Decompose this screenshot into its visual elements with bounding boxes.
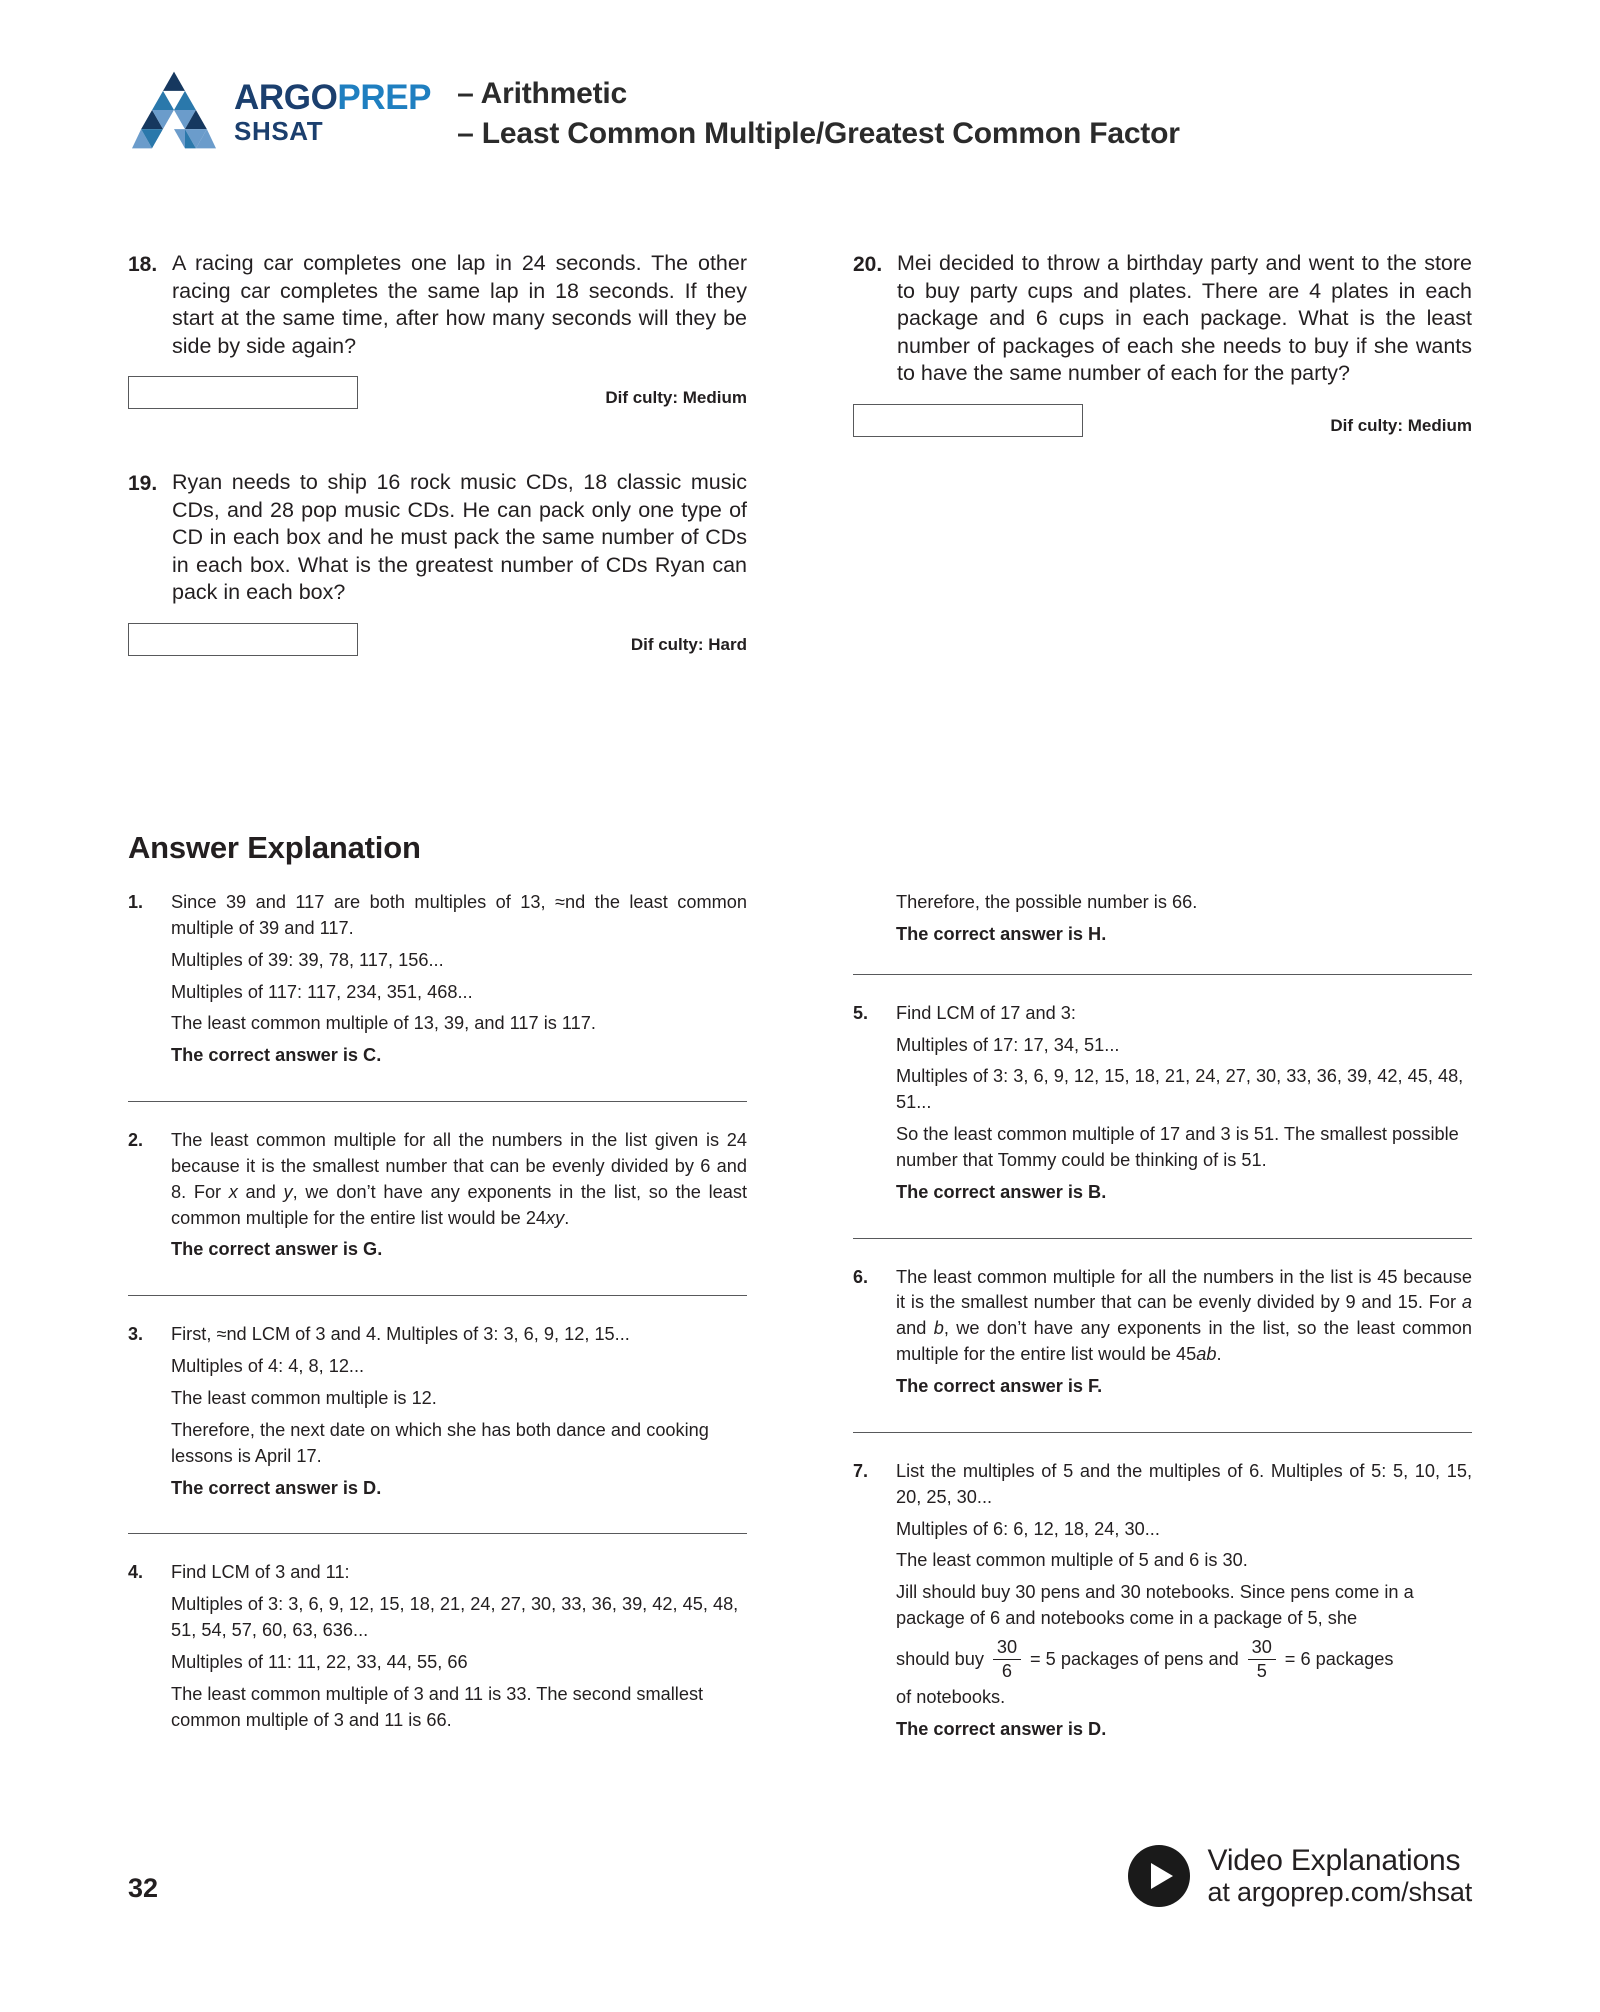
explanation-line: Multiples of 4: 4, 8, 12...: [171, 1356, 365, 1377]
question-number: 20.: [853, 253, 883, 276]
variable-a: a: [1461, 1292, 1472, 1313]
explanation-number: 1.: [128, 892, 144, 912]
difficulty-label: Dif culty: Hard: [630, 634, 747, 654]
correct-answer-line: The correct answer is F.: [896, 1375, 1103, 1396]
fraction-bar: [993, 1659, 1021, 1660]
text-part: = 5 packages of pens and: [1029, 1648, 1239, 1669]
variable-ab: ab: [1196, 1344, 1217, 1365]
question-18: [128, 250, 747, 409]
text-part: = 6 packages: [1284, 1648, 1394, 1669]
explanation-line: Multiples of 3: 3, 6, 9, 12, 15, 18, 21, 24, 27, 30, 33, 36, 39, 42, 45, 48, 51, 54, 57, 60, 63, 636...: [171, 1594, 739, 1641]
difficulty-label: Dif culty: Medium: [1330, 415, 1472, 435]
text-part: , we don’t have any exponents in the list, so the least common multiple for the entire list would be 24: [171, 1181, 747, 1228]
question-number: 18.: [128, 253, 158, 276]
explanation-7: [853, 1459, 1472, 1749]
explanation-line: The least common multiple of 3 and 11 is 33. The second smallest common multiple of 3 and 11 is 66.: [171, 1683, 704, 1730]
text-part: The least common multiple for all the numbers in the list is 45 because it is the smallest number that can be evenly divided by 9 and 15. For: [896, 1266, 1472, 1313]
fraction-bar: [1248, 1659, 1276, 1660]
divider: [128, 1295, 747, 1296]
explanation-line: Multiples of 11: 11, 22, 33, 44, 55, 66: [171, 1651, 468, 1672]
text-part: The least common multiple for all the numbers in the list given is 24 because it is the smallest number that can be evenly divided by 6 and 8. For: [171, 1130, 747, 1202]
page-header: [128, 68, 1468, 153]
explanation-line: [171, 1128, 747, 1231]
explanation-line: First, ≈nd LCM of 3 and 4. Multiples of 3: 3, 6, 9, 12, 15...: [171, 1324, 630, 1345]
variable-b: b: [933, 1318, 944, 1339]
explanation-1: [128, 890, 747, 1075]
explanation-line: Multiples of 39: 39, 78, 117, 156...: [171, 949, 444, 970]
video-url: at argoprep.com/shsat: [1207, 1876, 1472, 1907]
explanations-right-column: [853, 890, 1472, 1749]
explanation-line: Therefore, the next date on which she has both dance and cooking lessons is April 17.: [171, 1419, 709, 1466]
explanation-line: The least common multiple is 12.: [171, 1387, 437, 1408]
page-number: 32: [128, 1873, 159, 1903]
logo-prep-text: PREP: [337, 78, 432, 117]
logo-wordmark: [234, 76, 431, 144]
fraction-30-over-6: [993, 1638, 1021, 1681]
correct-answer-line: The correct answer is B.: [896, 1181, 1107, 1202]
explanation-line: The least common multiple of 5 and 6 is 30.: [896, 1550, 1248, 1571]
explanation-line: Jill should buy 30 pens and 30 notebooks. Since pens come in a package of 6 and notebooks come in a package of 5, she: [896, 1582, 1414, 1629]
logo-subtitle: SHSAT: [234, 116, 324, 146]
fraction-line: [896, 1638, 1472, 1681]
divider: [853, 974, 1472, 975]
header-topic: – Least Common Multiple/Greatest Common Factor: [457, 116, 1180, 150]
questions-columns: [128, 250, 1472, 708]
explanation-5: [853, 1001, 1472, 1212]
fraction-30-over-5: [1248, 1638, 1276, 1681]
questions-right-column: [853, 250, 1472, 708]
text-part: .: [564, 1207, 570, 1228]
correct-answer-line: The correct answer is C.: [171, 1045, 382, 1066]
explanations-left-column: [128, 890, 747, 1749]
divider: [853, 1432, 1472, 1433]
divider: [128, 1533, 747, 1534]
explanation-number: 4.: [128, 1562, 144, 1583]
logo-argo-text: ARGO: [234, 78, 338, 117]
explanation-line: Multiples of 117: 117, 234, 351, 468...: [171, 981, 473, 1002]
correct-answer-line: The correct answer is G.: [171, 1239, 383, 1260]
text-part: , we don’t have any exponents in the list, so the least common multiple for the entire list would be 45: [896, 1318, 1472, 1365]
explanation-line: Multiples of 17: 17, 34, 51...: [896, 1034, 1120, 1055]
answer-input-box[interactable]: [853, 404, 1083, 437]
video-badge-text: [1208, 1845, 1472, 1907]
explanation-line: Find LCM of 17 and 3:: [896, 1002, 1076, 1023]
play-button-icon[interactable]: [1128, 1845, 1190, 1907]
explanation-number: 5.: [853, 1002, 869, 1023]
answer-input-box[interactable]: [128, 376, 358, 409]
explanation-line: List the multiples of 5 and the multiples of 6. Multiples of 5: 5, 10, 15, 20, 25, 30...: [896, 1460, 1472, 1507]
fraction-numerator: 30: [996, 1636, 1018, 1657]
explanation-line: of notebooks.: [896, 1687, 1006, 1708]
question-number: 19.: [128, 472, 158, 496]
correct-answer-line: The correct answer is H.: [896, 923, 1107, 944]
fraction-denominator: 6: [1001, 1660, 1013, 1681]
variable-y: y: [283, 1181, 293, 1202]
variable-x: x: [228, 1181, 238, 1202]
explanation-3: [128, 1322, 747, 1507]
text-part: .: [1216, 1344, 1222, 1365]
divider: [128, 1101, 747, 1102]
question-text: A racing car completes one lap in 24 seconds. The other racing car completes the same lap in 18 seconds. If they start at the same time, after how many seconds will they be side by side again?: [172, 251, 747, 358]
text-part: and: [896, 1318, 934, 1339]
difficulty-label: Dif culty: Medium: [605, 388, 747, 408]
text-part: should buy: [896, 1648, 984, 1669]
explanation-number: 3.: [128, 1324, 144, 1345]
correct-answer-line: The correct answer is D.: [171, 1477, 382, 1498]
explanations-columns: [128, 890, 1472, 1749]
explanation-6: [853, 1265, 1472, 1406]
explanation-line: Therefore, the possible number is 66.: [896, 892, 1198, 912]
divider: [853, 1238, 1472, 1239]
answer-explanation-heading: Answer Explanation: [128, 830, 421, 865]
explanation-number: 6.: [853, 1266, 869, 1287]
video-explanations-badge[interactable]: [1128, 1845, 1472, 1907]
explanation-2: [128, 1128, 747, 1269]
explanation-number: 2.: [128, 1130, 144, 1151]
explanation-line: Multiples of 3: 3, 6, 9, 12, 15, 18, 21, 24, 27, 30, 33, 36, 39, 42, 45, 48, 51...: [896, 1066, 1464, 1113]
play-triangle-icon: [1151, 1863, 1173, 1889]
explanation-line: The least common multiple of 13, 39, and 117 is 117.: [171, 1013, 596, 1034]
question-20: [853, 250, 1472, 437]
question-text: Ryan needs to ship 16 rock music CDs, 18 classic music CDs, and 28 pop music CDs. He can pack only one type of CD in each box and he must pack the same number of CDs in each box. What is the greatest number of CDs Ryan can pack in each box?: [172, 470, 747, 605]
video-title: Video Explanations: [1207, 1844, 1461, 1878]
question-text: Mei decided to throw a birthday party and went to the store to buy party cups and plates. There are 4 plates in each package and 6 cups in each package. What is the least number of packages of each she needs to buy if she wants to have the same number of each for the party?: [897, 251, 1472, 386]
explanation-line: [896, 1265, 1472, 1368]
explanation-line: Multiples of 6: 6, 12, 18, 24, 30...: [896, 1518, 1160, 1539]
fraction-numerator: 30: [1251, 1636, 1272, 1657]
questions-left-column: [128, 250, 747, 708]
variable-xy: xy: [546, 1207, 565, 1228]
answer-input-box[interactable]: [128, 623, 358, 656]
explanation-line: Since 39 and 117 are both multiples of 13, ≈nd the least common multiple of 39 and 117.: [171, 892, 747, 938]
argoprep-logo: [128, 68, 431, 152]
explanation-line: Find LCM of 3 and 11:: [171, 1562, 350, 1583]
text-part: and: [237, 1181, 284, 1202]
explanation-4: [128, 1560, 747, 1739]
explanation-number: 7.: [853, 1460, 869, 1481]
header-subject: – Arithmetic: [457, 77, 627, 110]
correct-answer-line: The correct answer is D.: [896, 1718, 1107, 1739]
explanation-line: So the least common multiple of 17 and 3 is 51. The smallest possible number that Tommy could be thinking of is 51.: [896, 1124, 1459, 1170]
header-titles: [457, 68, 1468, 153]
question-19: [128, 469, 747, 656]
fraction-denominator: 5: [1256, 1660, 1267, 1681]
argoprep-triangle-logo-icon: [128, 68, 220, 152]
